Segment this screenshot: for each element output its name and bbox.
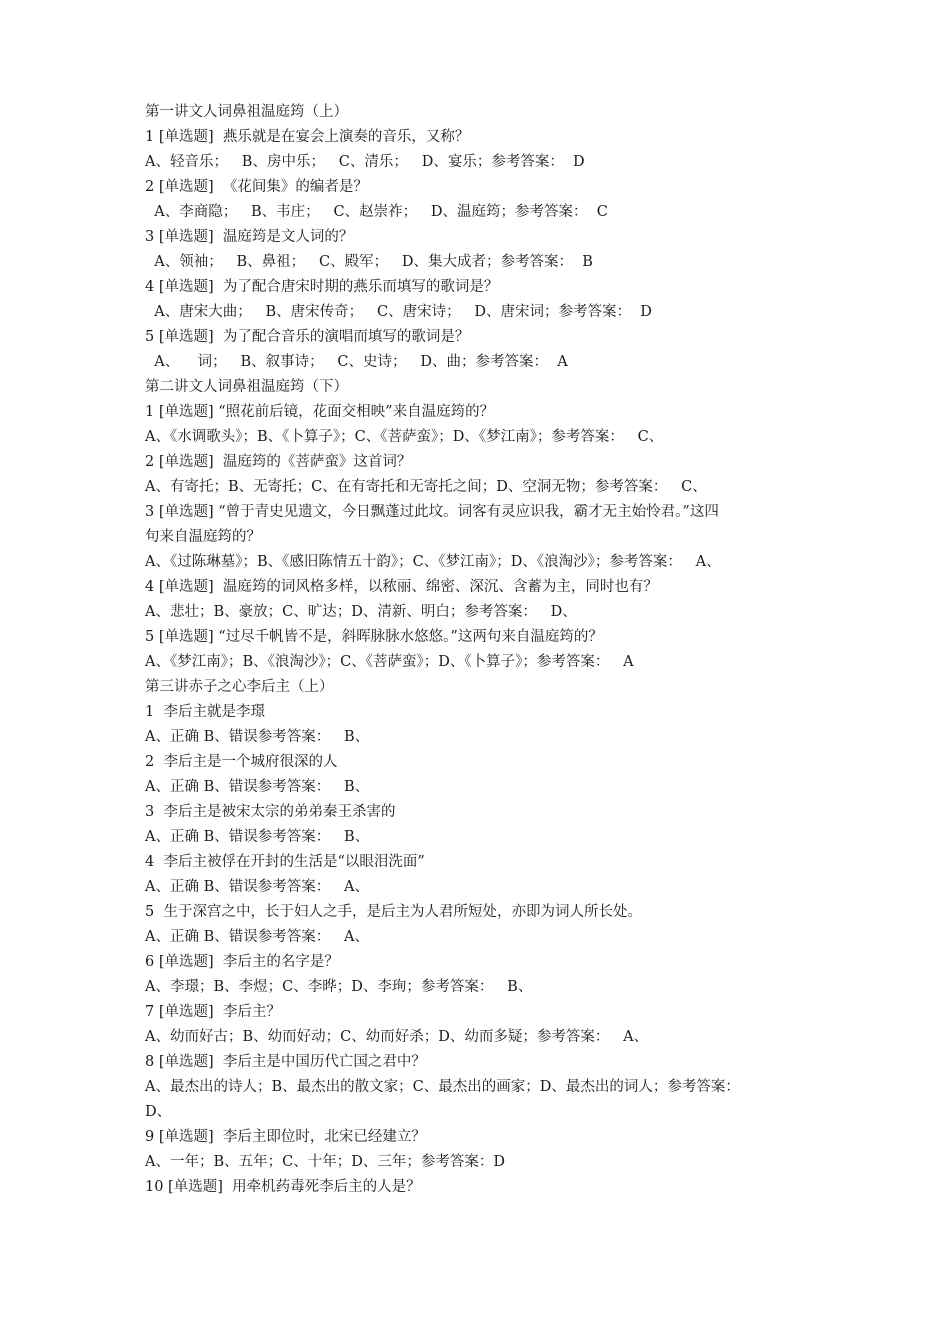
answer-3-7: A、幼而好古；B、幼而好动；C、幼而好杀；D、幼而多疑；参考答案： A、 bbox=[145, 1029, 649, 1045]
answer-3-9: A、一年；B、五年；C、十年；D、三年；参考答案：D bbox=[145, 1154, 505, 1170]
question-3-3: 3 李后主是被宋太宗的弟弟秦王杀害的 bbox=[145, 804, 396, 820]
question-2-2: 2 [单选题] 温庭筠的《菩萨蛮》这首词？ bbox=[145, 454, 412, 470]
answer-1-2: A、李商隐； B、韦庄； C、赵崇祚； D、温庭筠；参考答案： C bbox=[145, 204, 608, 220]
section-heading-3: 第三讲赤子之心李后主（上） bbox=[145, 679, 334, 695]
answer-1-3: A、领袖； B、鼻祖； C、殿军； D、集大成者；参考答案： B bbox=[145, 254, 593, 270]
question-3-6: 6 [单选题] 李后主的名字是？ bbox=[145, 954, 339, 970]
question-3-7: 7 [单选题] 李后主？ bbox=[145, 1004, 281, 1020]
question-2-3-cont: 句来自温庭筠的？ bbox=[145, 529, 261, 545]
question-3-5: 5 生于深宫之中，长于妇人之手，是后主为人君所短处，亦即为词人所长处。 bbox=[145, 904, 642, 920]
answer-1-5: A、 词； B、叙事诗； C、史诗； D、曲；参考答案： A bbox=[145, 354, 568, 370]
question-2-4: 4 [单选题] 温庭筠的词风格多样，以秾丽、绵密、深沉、含蓄为主，同时也有？ bbox=[145, 579, 658, 595]
answer-2-5: A、《梦江南》；B、《浪淘沙》；C、《菩萨蛮》；D、《卜算子》；参考答案： A bbox=[145, 654, 634, 670]
question-2-1: 1 [单选题] “照花前后镜，花面交相映”来自温庭筠的？ bbox=[145, 404, 495, 420]
answer-3-8-cont: D、 bbox=[145, 1104, 172, 1120]
section-heading-2: 第二讲文人词鼻祖温庭筠（下） bbox=[145, 379, 348, 395]
question-2-3: 3 [单选题] “曾于青史见遗文，今日飘蓬过此坟。词客有灵应识我，霸才无主始怜君。”这四 bbox=[145, 504, 719, 520]
answer-3-8: A、最杰出的诗人；B、最杰出的散文家；C、最杰出的画家；D、最杰出的词人；参考答案： bbox=[145, 1079, 740, 1095]
answer-2-3: A、《过陈琳墓》；B、《感旧陈情五十韵》；C、《梦江南》；D、《浪淘沙》；参考答案： A、 bbox=[145, 554, 721, 570]
answer-2-4: A、悲壮；B、豪放；C、旷达；D、清新、明白；参考答案： D、 bbox=[145, 604, 577, 620]
answer-2-1: A、《水调歌头》；B、《卜算子》；C、《菩萨蛮》；D、《梦江南》；参考答案： C、 bbox=[145, 429, 664, 445]
question-3-8: 8 [单选题] 李后主是中国历代亡国之君中？ bbox=[145, 1054, 426, 1070]
question-3-1: 1 李后主就是李璟 bbox=[145, 704, 265, 720]
answer-3-3: A、正确 B、错误参考答案： B、 bbox=[145, 829, 370, 845]
answer-2-2: A、有寄托；B、无寄托；C、在有寄托和无寄托之间；D、空洞无物；参考答案： C、 bbox=[145, 479, 707, 495]
question-1-4: 4 [单选题] 为了配合唐宋时期的燕乐而填写的歌词是？ bbox=[145, 279, 499, 295]
question-1-5: 5 [单选题] 为了配合音乐的演唱而填写的歌词是？ bbox=[145, 329, 470, 345]
section-heading-1: 第一讲文人词鼻祖温庭筠（上） bbox=[145, 104, 348, 120]
answer-3-6: A、李璟；B、李煜；C、李晔；D、李珣；参考答案： B、 bbox=[145, 979, 533, 995]
document-page bbox=[145, 100, 815, 1200]
answer-3-5: A、正确 B、错误参考答案： A、 bbox=[145, 929, 370, 945]
question-2-5: 5 [单选题] “过尽千帆皆不是，斜晖脉脉水悠悠。”这两句来自温庭筠的？ bbox=[145, 629, 603, 645]
question-3-9: 9 [单选题] 李后主即位时，北宋已经建立？ bbox=[145, 1129, 426, 1145]
answer-1-1: A、轻音乐； B、房中乐； C、清乐； D、宴乐；参考答案： D bbox=[145, 154, 585, 170]
question-1-2: 2 [单选题] 《花间集》的编者是？ bbox=[145, 179, 368, 195]
answer-3-4: A、正确 B、错误参考答案： A、 bbox=[145, 879, 370, 895]
answer-1-4: A、唐宋大曲； B、唐宋传奇； C、唐宋诗； D、唐宋词；参考答案： D bbox=[145, 304, 652, 320]
question-3-2: 2 李后主是一个城府很深的人 bbox=[145, 754, 338, 770]
question-1-1: 1 [单选题] 燕乐就是在宴会上演奏的音乐，又称？ bbox=[145, 129, 470, 145]
question-3-4: 4 李后主被俘在开封的生活是“以眼泪洗面” bbox=[145, 854, 425, 870]
question-3-10: 10 [单选题] 用牵机药毒死李后主的人是？ bbox=[145, 1179, 421, 1195]
answer-3-2: A、正确 B、错误参考答案： B、 bbox=[145, 779, 370, 795]
question-1-3: 3 [单选题] 温庭筠是文人词的？ bbox=[145, 229, 354, 245]
answer-3-1: A、正确 B、错误参考答案： B、 bbox=[145, 729, 370, 745]
